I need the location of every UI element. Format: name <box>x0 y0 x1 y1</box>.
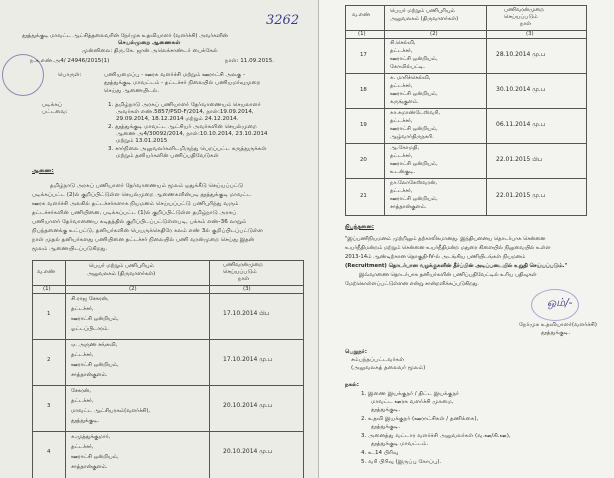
col-date-header-1: பணிவரன்முறை <box>223 262 263 268</box>
table-row-post: தட்டச்சர், <box>390 153 413 159</box>
recipients-line-1: சம்பந்தப்பட்டவர்கள் <box>351 357 405 363</box>
table-row-post: தட்டச்சர், <box>390 83 413 89</box>
table-row-office: ஊராட்சி ஒன்றியம், <box>71 316 119 322</box>
table-row-sno: 20 <box>360 157 367 163</box>
condition-line-6: மேற்கொள்ளப்பட்டுள்ளன என்று சான்றளிக்கப்படுகிறது. <box>345 281 479 287</box>
table-row-office: ஊராட்சி ஒன்றியம், <box>390 126 438 132</box>
col-date-header-3: நாள் <box>238 276 250 282</box>
table-row-place: சாத்தான்குளம். <box>71 372 108 378</box>
reference-1-line3: 29.09.2014, 18.12.2014 மற்றும் 24.12.2014. <box>116 116 239 122</box>
body-line-6: நிபந்தனைக்கு உட்பட்டு, தனியர்களின் பெயருக்கெதிரே கலம் எண் 3ல் குறிப்பிடப்பட்டுள்ள <box>32 228 264 234</box>
table-row-date: 22.01.2015 மு.ப <box>496 192 546 199</box>
copy-line-6: 3. அனைத்து வட்டார வளர்ச்சி அலுவலர்கள் (வ.ஊ/கி.ஊ), <box>361 433 511 439</box>
subject-line2: தூத்துக்குடி மாவட்டம் - தட்டச்சர் நிலையில் பணியமர்வுமுறை <box>104 80 261 86</box>
col-index-2: (2) <box>430 31 438 37</box>
table-row-date: 20.10.2014 மு.ப <box>223 448 273 455</box>
header-line1: தூத்துக்குடி மாவட்ட ஆட்சித்தலைவரின் நேர்முக உதவியாளர் (வளர்ச்சி) அவர்களின் <box>22 33 228 39</box>
copy-line-5: தூத்துக்குடி. <box>371 424 401 430</box>
regularisation-table-right <box>345 5 587 216</box>
table-row-office: ஊராட்சி ஒன்றியம், <box>390 91 438 97</box>
col-index-2: (2) <box>129 286 137 292</box>
col-index-1: (1) <box>358 31 366 37</box>
reference-1-line2: அவர்கள் எண்.5857/PSD-F/2014, நாள்:19.09.2014, <box>116 109 254 115</box>
copy-line-8: 4. உ.14 பிரிவு <box>361 450 399 456</box>
table-row-name: ஏ. அருண சங்கவி, <box>71 342 118 348</box>
col-date-header-3: நாள் <box>520 21 532 27</box>
table-row-sno: 3 <box>47 403 51 409</box>
table-row-place: ஓட்டப்பிடாரம். <box>71 326 109 332</box>
reference-2-line1: 2. தூத்துக்குடி மாவட்ட ஆட்சியர் அவர்களின் செயல்முறை <box>108 124 257 130</box>
table-row-sno: 17 <box>360 52 367 58</box>
table-row-place: கோவில்பட்டி. <box>390 64 426 70</box>
reference-2-line2: ஆணை அ4/30092/2014, நாள்:10.10.2014, 23.10.2014 <box>116 131 268 137</box>
body-line-7: நாள் முதல் தனியர்களது பணியினை தட்டச்சர் நிலையில் பணி வரன்முறை செய்து இதன் <box>32 237 255 243</box>
copy-line-7: தூத்துக்குடி மாவட்டம். <box>371 441 429 447</box>
table-row-date: 06.11.2014 மு.ப <box>496 121 546 128</box>
col-date-header-2: செய்யப்படும் <box>504 14 538 20</box>
table-row-post: தட்டச்சர், <box>390 48 413 54</box>
order-heading: ஆணை: <box>32 168 54 174</box>
col-name-header-1: பெயர் மற்றும் பணிபுரியும் <box>89 263 154 269</box>
table-row-place: ஆழ்வார்திருநகரி. <box>390 134 434 140</box>
table-row-post: தட்டச்சர், <box>71 444 94 450</box>
table-row-place: தூத்துக்குடி. <box>71 418 100 424</box>
table-row-place: சாத்தான்குளம். <box>71 464 108 470</box>
col-name-header-2: அலுவலகம் (திருவாளர்கள்) <box>390 16 459 22</box>
signatory-place: தூத்துக்குடி. <box>541 330 571 336</box>
table-row-sno: 4 <box>47 449 51 455</box>
reference-3-line1: 3. சார்நிலை அலுவலர்களிடமிருந்து பெறப்பட்ட கருத்துருக்கள் <box>108 146 267 152</box>
condition-line-2: உயர்நீதிமன்றம் மற்றும் சென்னை உயர்நீதிமன்ற மதுரை கிளையில் நிலுவையில் உள்ள <box>345 245 551 251</box>
conditions-heading: நிபந்தனை: <box>345 224 374 230</box>
condition-line-1: "இப்பணிநியமனம் முற்றிலும் தற்காலிகமானது. இந்தியனைய தொடர்பாக சென்னை <box>345 236 546 242</box>
col-index-3: (3) <box>243 286 251 292</box>
table-row-date: 17.10.2014 பிப <box>223 310 270 317</box>
copy-line-3: தூத்துக்குடி. <box>371 407 401 413</box>
references-label-2: பட்டவை: <box>42 109 68 115</box>
subject-label: பொருள்: <box>58 72 82 78</box>
table-row-sno: 21 <box>360 193 367 199</box>
table-row-office: ஊராட்சி ஒன்றியம், <box>390 196 438 202</box>
col-index-1: (1) <box>43 286 51 292</box>
right-page <box>318 0 614 478</box>
table-row-name: க. மாரிச்செல்வி, <box>390 75 431 81</box>
table-row-name: சி.ராஜ சேகரன், <box>71 296 109 302</box>
reference-3-line2: மற்றும் தனியர்களின் பணிப்பதிவேடுகள் <box>116 153 219 159</box>
table-row-place: உடன்குடி. <box>390 169 416 175</box>
body-line-1: தமிழ்நாடு அரசுப் பணியாளர் தேர்வாணையம் மூலம் ஒதுக்கீடு செய்யப்பட்டு <box>50 183 244 189</box>
table-row-name: நா.லோகேஸ்வரன், <box>390 180 438 186</box>
body-line-8: மூலம் ஆணையிடப்படுகிறது. <box>32 246 108 252</box>
table-row-office: ஊராட்சி ஒன்றியம், <box>71 362 119 368</box>
copy-heading: நகல்: <box>345 382 360 388</box>
handwritten-number: 3262 <box>266 13 300 28</box>
table-row-date: 20.10.2014 மு.ப <box>223 402 273 409</box>
table-row-place: சாத்தான்குளம். <box>390 204 427 210</box>
subject-line1: பணியமைப்பு - ஊரக வளர்ச்சி மற்றும் ஊராட்சி அலகு - <box>104 72 246 78</box>
condition-line-3: 2013-14ம் ஆண்டிற்கான தொகுதி-IV-ல் அடங்கிய பணியிடங்கள் நியமனம் <box>345 254 526 260</box>
table-row-post: தட்டச்சர், <box>390 118 413 124</box>
col-date-header-1: பணிவரன்முறை <box>504 7 544 13</box>
references-label: படிக்கப் <box>42 102 62 108</box>
header-line3: முன்னிலை: திரு.கே. ஜான் அலெக்சாண்டர் பைக்கேல் <box>82 48 218 54</box>
col-name-header-2: அலுவலகம் (திருவாளர்கள்) <box>87 271 156 277</box>
recipients-heading: பெறுநர்: <box>345 349 367 355</box>
body-line-5: பணியாளர் தேர்வாணைய கடிதத்தில் குறிப்பிடப்பட்டுள்ளபடி, பக்கம் எண்-36 லாறும் <box>32 219 247 225</box>
table-row-post: தட்டச்சர், <box>71 306 94 312</box>
col-date-header-2: செய்யப்படும் <box>223 269 257 275</box>
regularisation-table-left <box>32 260 304 478</box>
header-line2: செயல்முறை ஆணைகள் <box>118 40 181 46</box>
copy-line-1: 1. இணை இயக்குநர் / திட்ட இயக்குநர் <box>361 391 459 397</box>
table-row-office: மாவட்ட ஆட்சியரகம்(வளர்ச்சி), <box>71 408 151 414</box>
reference-2-line3: மற்றும் 13.01.2015 <box>116 138 168 144</box>
order-date: நாள்: 11.09.2015. <box>225 58 275 64</box>
table-row-post: தட்டச்சர், <box>71 398 94 404</box>
table-row-office: ஊராட்சி ஒன்றியம், <box>390 161 438 167</box>
col-name-header-1: பெயர் மற்றும் பணிபுரியும் <box>390 8 455 14</box>
reference-number: ந.க.எண்.அ4/ 24946/2015(1) <box>30 58 110 64</box>
copy-line-4: 2. உதவி இயக்குநர் (ஊராட்சிகள் / தணிக்கை), <box>361 416 479 422</box>
condition-line-4: (Recruitment) தொடர்பான வழக்குகளின் தீர்ப்பின் அடிப்படையில் உறுதி செய்யப்படும்." <box>345 263 568 269</box>
col-sno-header: வ.எண் <box>37 269 55 275</box>
table-row-office: ஊராட்சி ஒன்றியம், <box>71 454 119 460</box>
table-row-office: ஊராட்சி ஒன்றியம், <box>390 56 438 62</box>
table-row-date: 17.10.2014 மு.ப <box>223 356 273 363</box>
recipients-line-2: (அலுவலகத் தலைவர் மூலம்) <box>351 365 426 371</box>
copy-line-2: மாவட்ட ஊரக வளர்ச்சி முகமை, <box>371 399 454 405</box>
copy-line-9: 5. வரி பிரிவு (இருப்பு கோப்பு). <box>361 459 442 465</box>
table-row-sno: 2 <box>47 357 51 363</box>
body-line-3: ஊரக வளர்ச்சி அலகில் தட்டச்சர்களாக நியமனம் செய்யப்பட்டு பணிபுரிந்து வரும் <box>32 201 239 207</box>
subject-line3: செய்து ஆணையிடல். <box>104 88 159 94</box>
col-index-3: (3) <box>526 31 534 37</box>
col-sno-header: வ.எண் <box>352 12 370 18</box>
body-line-2: படிக்கப்பட்ட (2)ல் குறிப்பிட்டுள்ள செயல்முறை ஆணைகளின்படி தூத்துக்குடி மாவட்ட <box>32 192 252 198</box>
table-row-name: கா.கமாண்டேஸ்வரி, <box>390 110 441 116</box>
table-row-date: 30.10.2014 மு.ப <box>496 86 546 93</box>
reference-1-line1: 1. தமிழ்நாடு அரசுப் பணியாளர் தேர்வாணையம் செயலாளர் <box>108 102 261 108</box>
table-row-place: கருங்குளம். <box>390 99 419 105</box>
table-row-sno: 19 <box>360 122 367 128</box>
signatory-designation: நேர்முக உதவியாளர்(வளர்ச்சி) <box>519 322 597 328</box>
table-row-sno: 1 <box>47 311 51 317</box>
table-row-name: சி.செல்வி, <box>390 40 416 46</box>
condition-line-5: இவ்வாணை தொடர்பாக தனியர்களின் பணிப்பதிவேட்டில் உரிய பதிவுகள் <box>359 272 537 278</box>
table-row-date: 28.10.2014 மு.ப <box>496 51 546 58</box>
table-row-name: சேகரன், <box>71 388 91 394</box>
table-row-post: தட்டச்சர், <box>390 188 413 194</box>
table-row-name: க.முத்துக்குமார், <box>71 434 111 440</box>
table-row-name: ஆ.கோமதி, <box>390 145 420 151</box>
table-row-sno: 18 <box>360 87 367 93</box>
table-row-post: தட்டச்சர், <box>71 352 94 358</box>
signature-mark: ஒம்/- <box>547 296 573 309</box>
table-row-date: 22.01.2015 பிப <box>496 156 543 163</box>
body-line-4: தட்டச்சர்களின் பணியினை, படிக்கப்பட்ட (1)ல் குறிப்பிட்டுள்ள தமிழ்நாடு அரசுப் <box>32 210 237 216</box>
